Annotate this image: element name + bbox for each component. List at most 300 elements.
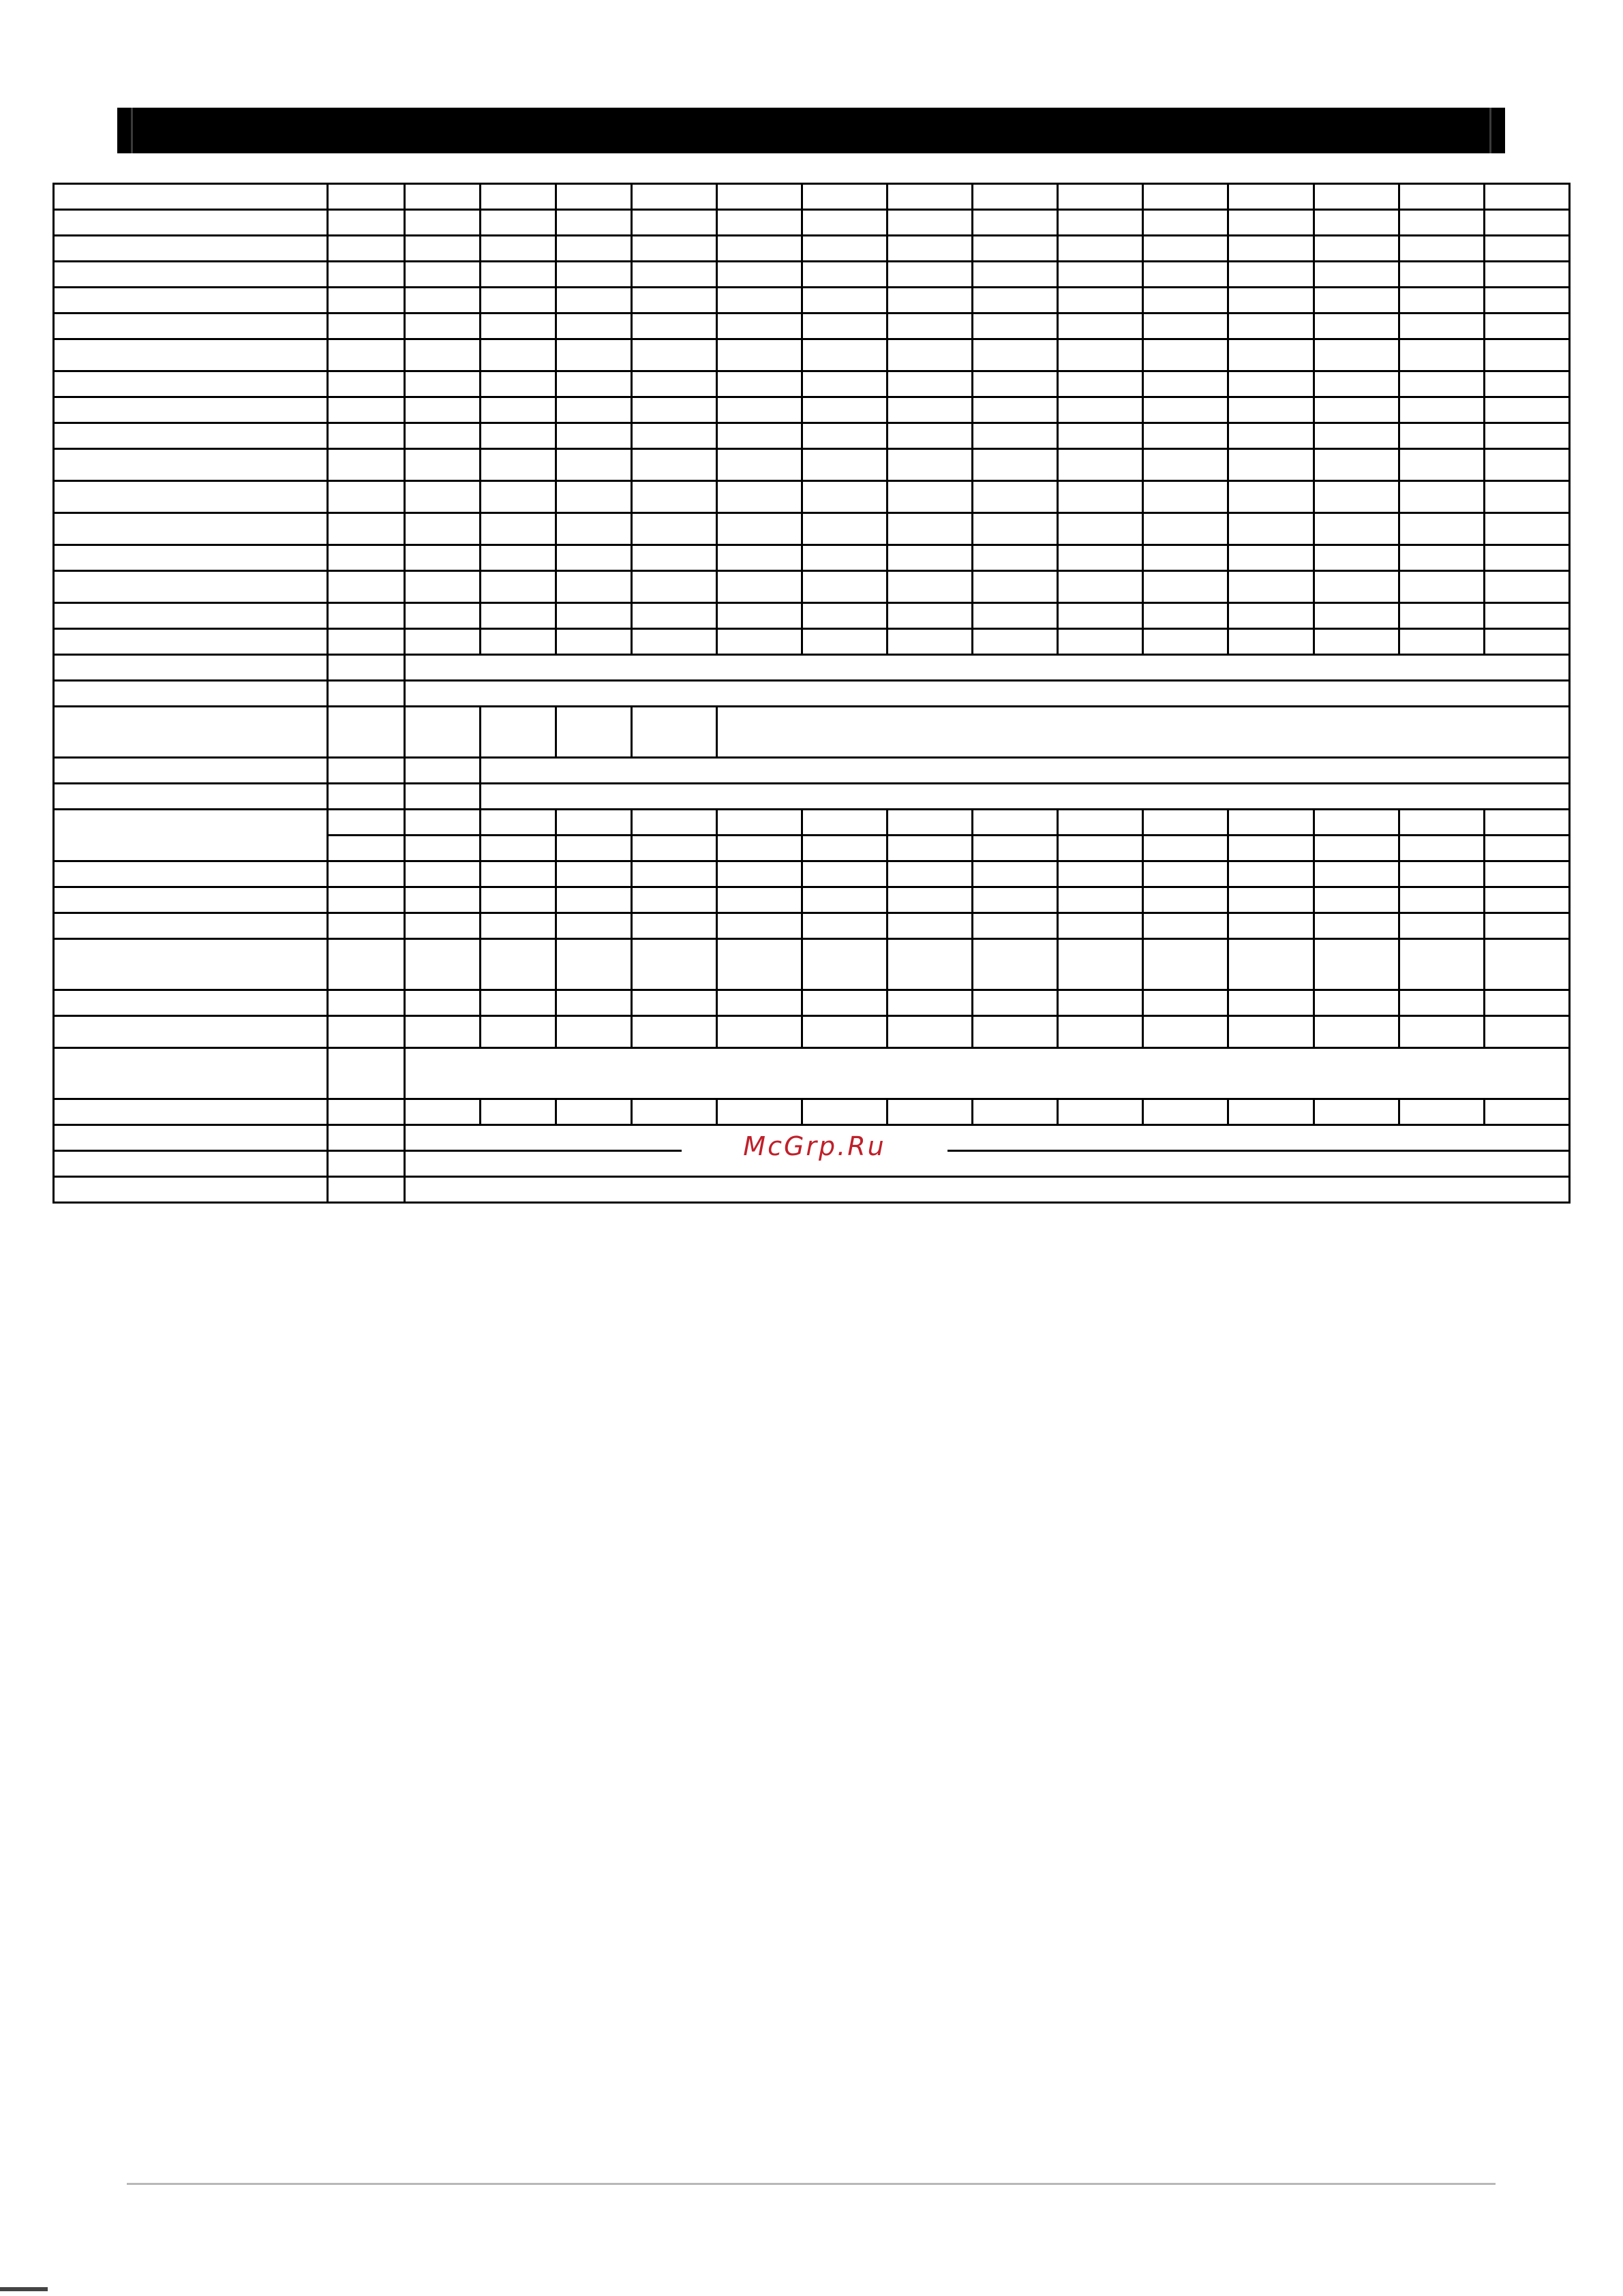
model-cell — [1314, 571, 1399, 603]
watermark-text: McGrp.Ru — [682, 1131, 947, 1161]
table-row — [54, 603, 1570, 629]
model-cell — [717, 313, 802, 339]
row-label-cell — [54, 1177, 328, 1203]
model-cell — [1314, 887, 1399, 913]
model-cell — [632, 313, 717, 339]
model-cell — [1058, 184, 1143, 210]
merged-value-cell — [405, 1125, 1570, 1151]
merged-value-cell — [717, 707, 1570, 758]
model-cell — [1485, 545, 1570, 571]
model-cell — [405, 836, 481, 861]
row-label-cell — [54, 1151, 328, 1177]
model-cell — [802, 423, 888, 449]
model-cell — [1143, 913, 1228, 939]
model-cell — [717, 288, 802, 313]
model-cell — [1314, 313, 1399, 339]
model-cell — [717, 262, 802, 288]
model-cell — [1485, 1099, 1570, 1125]
model-cell — [1485, 288, 1570, 313]
model-cell — [632, 288, 717, 313]
row-label-cell — [54, 210, 328, 236]
row-label-cell — [54, 236, 328, 262]
model-cell — [1485, 861, 1570, 887]
spec-table-body — [54, 184, 1570, 1203]
model-cell — [888, 397, 973, 423]
model-cell — [405, 545, 481, 571]
model-cell — [481, 481, 556, 513]
model-cell — [973, 288, 1058, 313]
model-cell — [717, 236, 802, 262]
row-label-cell — [54, 758, 328, 784]
model-cell — [481, 990, 556, 1016]
model-cell — [1314, 288, 1399, 313]
model-cell — [405, 423, 481, 449]
model-cell — [481, 339, 556, 371]
model-cell — [405, 184, 481, 210]
model-cell — [1228, 887, 1314, 913]
model-cell — [1399, 836, 1485, 861]
model-cell — [481, 397, 556, 423]
model-cell — [405, 707, 481, 758]
model-cell — [481, 707, 556, 758]
model-cell — [1485, 397, 1570, 423]
model-cell — [888, 1016, 973, 1048]
model-cell — [556, 1016, 632, 1048]
model-cell — [717, 423, 802, 449]
model-cell — [1399, 887, 1485, 913]
model-cell — [888, 210, 973, 236]
table-row — [54, 313, 1570, 339]
unit-cell — [328, 707, 405, 758]
model-cell — [973, 371, 1058, 397]
unit-cell — [328, 629, 405, 655]
model-cell — [1143, 571, 1228, 603]
model-cell — [717, 629, 802, 655]
unit-cell — [328, 1048, 405, 1099]
unit-cell — [328, 545, 405, 571]
model-cell — [1143, 288, 1228, 313]
model-cell — [1143, 1016, 1228, 1048]
model-cell — [1143, 262, 1228, 288]
model-cell — [1485, 371, 1570, 397]
model-cell — [1314, 1016, 1399, 1048]
model-cell — [1314, 481, 1399, 513]
unit-cell — [328, 810, 405, 836]
model-cell — [632, 423, 717, 449]
unit-cell — [328, 603, 405, 629]
model-cell — [973, 423, 1058, 449]
specification-table — [52, 183, 1571, 1204]
model-cell — [717, 184, 802, 210]
model-cell — [632, 513, 717, 545]
model-cell — [973, 236, 1058, 262]
model-cell — [973, 210, 1058, 236]
unit-cell — [328, 758, 405, 784]
model-cell — [556, 210, 632, 236]
model-cell — [802, 939, 888, 990]
model-cell — [973, 397, 1058, 423]
model-cell — [802, 288, 888, 313]
model-cell — [802, 861, 888, 887]
model-cell — [1314, 236, 1399, 262]
model-cell — [1143, 603, 1228, 629]
model-cell — [556, 313, 632, 339]
model-cell — [1485, 1016, 1570, 1048]
model-cell — [1228, 913, 1314, 939]
model-cell — [802, 397, 888, 423]
model-cell — [888, 339, 973, 371]
model-cell — [888, 810, 973, 836]
model-cell — [1228, 397, 1314, 423]
row-label-cell — [54, 629, 328, 655]
model-cell — [1399, 184, 1485, 210]
model-cell — [632, 262, 717, 288]
model-cell — [1228, 836, 1314, 861]
model-cell — [481, 836, 556, 861]
model-cell — [1485, 571, 1570, 603]
model-cell — [888, 990, 973, 1016]
model-cell — [481, 545, 556, 571]
model-cell — [556, 423, 632, 449]
model-cell — [973, 184, 1058, 210]
model-cell — [1485, 481, 1570, 513]
model-cell — [405, 288, 481, 313]
model-cell — [888, 371, 973, 397]
model-cell — [973, 545, 1058, 571]
model-cell — [802, 990, 888, 1016]
model-cell — [1485, 339, 1570, 371]
model-cell — [405, 262, 481, 288]
model-cell — [1228, 939, 1314, 990]
model-cell — [802, 449, 888, 481]
model-cell — [802, 513, 888, 545]
page-corner-mark — [0, 2287, 48, 2291]
model-cell — [1314, 423, 1399, 449]
model-cell — [1399, 339, 1485, 371]
model-cell — [1314, 371, 1399, 397]
table-row — [54, 397, 1570, 423]
model-cell — [802, 545, 888, 571]
model-cell — [632, 990, 717, 1016]
model-cell — [717, 397, 802, 423]
model-cell — [717, 371, 802, 397]
table-row — [54, 449, 1570, 481]
model-cell — [405, 861, 481, 887]
model-cell — [973, 339, 1058, 371]
unit-cell — [328, 210, 405, 236]
model-cell — [1058, 939, 1143, 990]
model-cell — [632, 481, 717, 513]
model-cell — [1399, 913, 1485, 939]
model-cell — [556, 990, 632, 1016]
model-cell — [888, 449, 973, 481]
model-cell — [1314, 339, 1399, 371]
row-label-cell — [54, 513, 328, 545]
model-cell — [556, 397, 632, 423]
model-cell — [1058, 236, 1143, 262]
merged-value-cell — [405, 655, 1570, 681]
model-cell — [1058, 449, 1143, 481]
model-cell — [1314, 861, 1399, 887]
table-row — [54, 481, 1570, 513]
model-cell — [888, 262, 973, 288]
table-row — [54, 210, 1570, 236]
table-row — [54, 1177, 1570, 1203]
model-cell — [1485, 236, 1570, 262]
model-cell — [405, 913, 481, 939]
model-cell — [1399, 1016, 1485, 1048]
merged-value-cell — [481, 758, 1570, 784]
model-cell — [1143, 371, 1228, 397]
table-row — [54, 939, 1570, 990]
model-cell — [973, 571, 1058, 603]
title-bar-edge-left — [131, 108, 133, 153]
model-cell — [556, 1099, 632, 1125]
model-cell — [556, 810, 632, 836]
model-cell — [802, 210, 888, 236]
model-cell — [481, 513, 556, 545]
model-cell — [1314, 1099, 1399, 1125]
model-cell — [1058, 861, 1143, 887]
model-cell — [888, 236, 973, 262]
model-cell — [1399, 397, 1485, 423]
model-cell — [1485, 313, 1570, 339]
model-cell — [717, 1016, 802, 1048]
model-cell — [1399, 861, 1485, 887]
row-label-cell — [54, 288, 328, 313]
model-cell — [802, 913, 888, 939]
unit-cell — [328, 681, 405, 707]
model-cell — [481, 629, 556, 655]
model-cell — [481, 423, 556, 449]
model-cell — [1314, 184, 1399, 210]
model-cell — [973, 629, 1058, 655]
unit-cell — [328, 655, 405, 681]
model-cell — [1485, 449, 1570, 481]
model-cell — [1058, 371, 1143, 397]
model-cell — [802, 262, 888, 288]
model-cell — [481, 810, 556, 836]
model-cell — [1058, 913, 1143, 939]
model-cell — [1058, 262, 1143, 288]
unit-cell — [328, 913, 405, 939]
model-cell — [405, 513, 481, 545]
model-cell — [888, 1099, 973, 1125]
model-cell — [632, 1099, 717, 1125]
model-cell — [888, 571, 973, 603]
model-cell — [1399, 545, 1485, 571]
model-cell — [888, 513, 973, 545]
table-row — [54, 513, 1570, 545]
model-cell — [1314, 836, 1399, 861]
model-cell — [405, 236, 481, 262]
model-cell — [481, 210, 556, 236]
model-cell — [1228, 313, 1314, 339]
merged-value-cell — [405, 1177, 1570, 1203]
model-cell — [1314, 513, 1399, 545]
model-cell — [1314, 913, 1399, 939]
unit-cell — [328, 990, 405, 1016]
unit-cell — [328, 1177, 405, 1203]
model-cell — [973, 810, 1058, 836]
model-cell — [1143, 236, 1228, 262]
row-label-cell — [54, 423, 328, 449]
unit-cell — [328, 1016, 405, 1048]
model-cell — [717, 449, 802, 481]
model-cell — [1399, 423, 1485, 449]
model-cell — [1228, 861, 1314, 887]
unit-cell — [328, 423, 405, 449]
model-cell — [405, 371, 481, 397]
model-cell — [405, 784, 481, 810]
row-label-cell — [54, 603, 328, 629]
model-cell — [556, 236, 632, 262]
model-cell — [405, 313, 481, 339]
model-cell — [1058, 990, 1143, 1016]
model-cell — [1314, 629, 1399, 655]
row-label-cell — [54, 449, 328, 481]
model-cell — [1399, 571, 1485, 603]
model-cell — [1143, 339, 1228, 371]
table-row — [54, 707, 1570, 758]
model-cell — [1228, 1016, 1314, 1048]
model-cell — [556, 939, 632, 990]
model-cell — [632, 707, 717, 758]
model-cell — [717, 939, 802, 990]
model-cell — [1485, 887, 1570, 913]
model-cell — [973, 939, 1058, 990]
model-cell — [1228, 184, 1314, 210]
model-cell — [556, 288, 632, 313]
table-row — [54, 1048, 1570, 1099]
model-cell — [556, 339, 632, 371]
model-cell — [632, 571, 717, 603]
unit-cell — [328, 449, 405, 481]
row-label-cell — [54, 887, 328, 913]
model-cell — [1228, 810, 1314, 836]
unit-cell — [328, 939, 405, 990]
table-row — [54, 681, 1570, 707]
model-cell — [1058, 603, 1143, 629]
model-cell — [481, 288, 556, 313]
model-cell — [405, 339, 481, 371]
model-cell — [1314, 810, 1399, 836]
model-cell — [1143, 313, 1228, 339]
model-cell — [802, 313, 888, 339]
model-cell — [1228, 371, 1314, 397]
model-cell — [632, 913, 717, 939]
model-cell — [717, 545, 802, 571]
model-cell — [481, 313, 556, 339]
model-cell — [888, 913, 973, 939]
model-cell — [481, 887, 556, 913]
model-cell — [1228, 262, 1314, 288]
model-cell — [888, 836, 973, 861]
model-cell — [888, 629, 973, 655]
row-label-cell — [54, 313, 328, 339]
unit-cell — [328, 887, 405, 913]
model-cell — [717, 571, 802, 603]
model-cell — [1143, 423, 1228, 449]
model-cell — [405, 1099, 481, 1125]
model-cell — [888, 603, 973, 629]
model-cell — [1058, 1016, 1143, 1048]
model-cell — [632, 810, 717, 836]
model-cell — [1143, 481, 1228, 513]
model-cell — [405, 210, 481, 236]
table-row — [54, 288, 1570, 313]
unit-cell — [328, 236, 405, 262]
table-row — [54, 339, 1570, 371]
model-cell — [632, 1016, 717, 1048]
model-cell — [405, 939, 481, 990]
model-cell — [1058, 313, 1143, 339]
model-cell — [1228, 603, 1314, 629]
model-cell — [1143, 545, 1228, 571]
model-cell — [802, 1016, 888, 1048]
model-cell — [717, 1099, 802, 1125]
model-cell — [1058, 339, 1143, 371]
model-cell — [405, 397, 481, 423]
model-cell — [973, 603, 1058, 629]
section-title-bar — [117, 108, 1505, 153]
unit-cell — [328, 397, 405, 423]
model-cell — [405, 571, 481, 603]
model-cell — [405, 810, 481, 836]
model-cell — [1399, 629, 1485, 655]
table-row — [54, 1016, 1570, 1048]
model-cell — [1228, 629, 1314, 655]
model-cell — [1485, 836, 1570, 861]
model-cell — [1143, 861, 1228, 887]
title-bar-edge-right — [1489, 108, 1491, 153]
unit-cell — [328, 1125, 405, 1151]
model-cell — [973, 836, 1058, 861]
model-cell — [973, 513, 1058, 545]
row-label-cell — [54, 707, 328, 758]
model-cell — [1485, 262, 1570, 288]
model-cell — [481, 603, 556, 629]
model-cell — [1228, 288, 1314, 313]
model-cell — [1485, 184, 1570, 210]
model-cell — [556, 545, 632, 571]
model-cell — [1399, 939, 1485, 990]
model-cell — [556, 481, 632, 513]
model-cell — [632, 939, 717, 990]
model-cell — [973, 449, 1058, 481]
model-cell — [802, 236, 888, 262]
model-cell — [556, 861, 632, 887]
model-cell — [632, 629, 717, 655]
row-label-cell — [54, 913, 328, 939]
model-cell — [1399, 603, 1485, 629]
model-cell — [1228, 513, 1314, 545]
model-cell — [973, 313, 1058, 339]
merged-value-cell — [405, 1048, 1570, 1099]
model-cell — [556, 513, 632, 545]
row-label-cell — [54, 1048, 328, 1099]
model-cell — [405, 603, 481, 629]
merged-value-cell — [481, 784, 1570, 810]
unit-cell — [328, 371, 405, 397]
model-cell — [1314, 990, 1399, 1016]
model-cell — [888, 861, 973, 887]
model-cell — [973, 990, 1058, 1016]
row-label-cell — [54, 655, 328, 681]
model-cell — [1228, 339, 1314, 371]
model-cell — [1485, 210, 1570, 236]
model-cell — [1399, 313, 1485, 339]
